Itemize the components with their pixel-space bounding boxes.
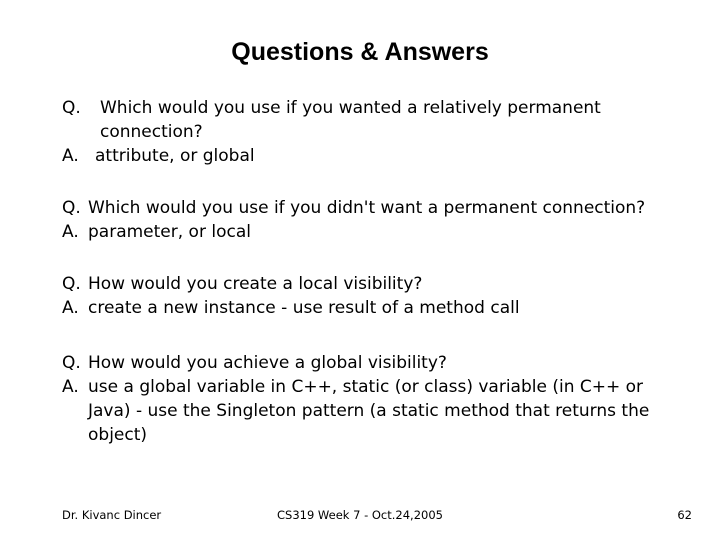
footer-course: CS319 Week 7 - Oct.24,2005 bbox=[277, 508, 443, 522]
question-line bbox=[62, 196, 662, 220]
question-marker: Q. bbox=[62, 274, 81, 294]
question-text: Which would you use if you wanted a relatively permanent connection? bbox=[100, 98, 601, 142]
question-line bbox=[62, 272, 662, 296]
question-text: How would you achieve a global visibility? bbox=[88, 353, 447, 373]
question-text: How would you create a local visibility? bbox=[88, 274, 423, 294]
question-marker: Q. bbox=[62, 98, 81, 118]
qa-item-4 bbox=[62, 351, 662, 447]
question-line bbox=[62, 96, 662, 144]
question-text: Which would you use if you didn't want a permanent connection? bbox=[88, 198, 646, 218]
slide-title: Questions & Answers bbox=[231, 38, 489, 66]
qa-item-3 bbox=[62, 272, 662, 320]
answer-text: create a new instance - use result of a method call bbox=[88, 298, 520, 318]
footer-page-number: 62 bbox=[677, 508, 692, 522]
answer-line bbox=[62, 220, 662, 244]
question-line bbox=[62, 351, 662, 375]
answer-text: attribute, or global bbox=[95, 146, 255, 166]
answer-text: use a global variable in C++, static (or class) variable (in C++ or Java) - use the Singleton pattern (a static method that returns the object) bbox=[88, 377, 650, 445]
question-marker: Q. bbox=[62, 353, 81, 373]
answer-line bbox=[62, 375, 662, 447]
answer-line bbox=[62, 296, 662, 320]
answer-marker: A. bbox=[62, 298, 79, 318]
answer-marker: A. bbox=[62, 377, 79, 397]
footer-author: Dr. Kivanc Dincer bbox=[62, 508, 162, 522]
qa-item-2 bbox=[62, 196, 662, 244]
answer-marker: A. bbox=[62, 222, 79, 242]
question-marker: Q. bbox=[62, 198, 81, 218]
answer-marker: A. bbox=[62, 146, 79, 166]
answer-text: parameter, or local bbox=[88, 222, 251, 242]
answer-line bbox=[62, 144, 662, 168]
qa-item-1 bbox=[62, 96, 662, 168]
qa-list bbox=[62, 96, 662, 473]
